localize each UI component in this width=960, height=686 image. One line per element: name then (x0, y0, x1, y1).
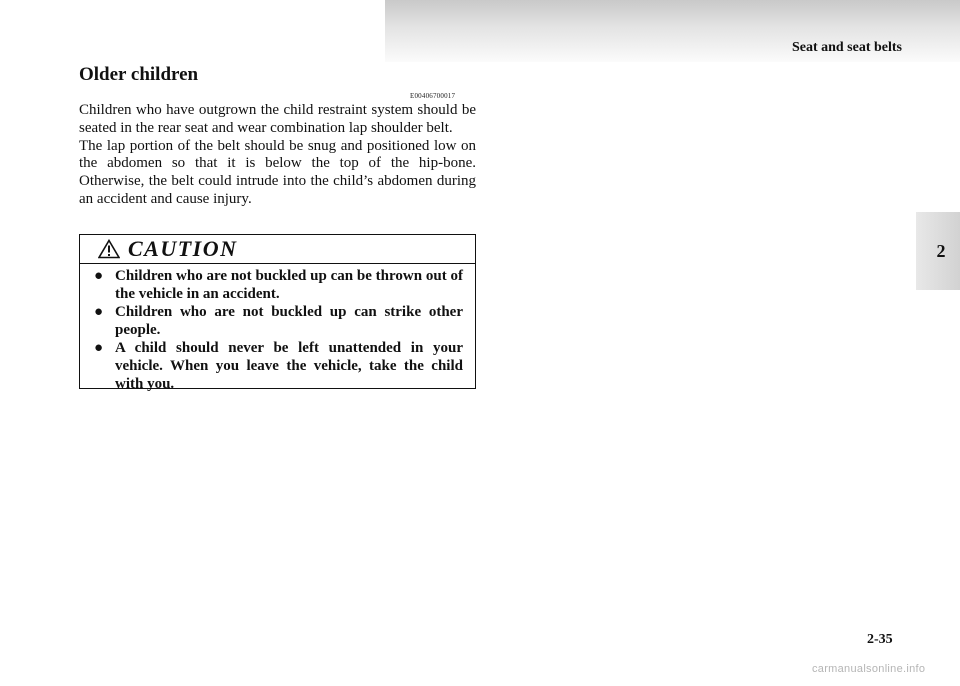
caution-item-text: A child should never be left unattended in your vehicle. When you leave the vehicle, take the child with you. (115, 340, 463, 392)
section-title: Seat and seat belts (791, 40, 902, 55)
caution-item (94, 267, 463, 303)
section-heading: Older children (79, 64, 199, 85)
paragraph: The lap portion of the belt should be snug and positioned low on the abdomen so that it is below the top of the hip-bone. Otherwise, the belt could intrude into the child’s abdomen during an accident and cause injury. (79, 137, 476, 207)
watermark: carmanualsonline.info (812, 663, 926, 675)
caution-label: CAUTION (128, 236, 238, 261)
caution-item-text: Children who are not buckled up can strike other people. (115, 304, 463, 338)
caution-item (94, 339, 463, 393)
bullet-icon: ● (94, 304, 104, 320)
caution-box (79, 234, 476, 392)
bullet-icon: ● (94, 268, 104, 284)
bullet-icon: ● (94, 340, 104, 356)
page-number: 2-35 (867, 632, 893, 647)
paragraph: Children who have outgrown the child restraint system should be seated in the rear seat and wear combination lap shoulder belt. (79, 102, 476, 136)
body-text (79, 102, 476, 209)
caution-list (80, 264, 475, 393)
chapter-tab (916, 212, 960, 290)
section-code: E00406700017 (410, 92, 456, 100)
caution-item-text: Children who are not buckled up can be thrown out of the vehicle in an accident. (115, 268, 463, 302)
warning-triangle-icon (98, 239, 120, 259)
caution-item (94, 303, 463, 339)
chapter-number: 2 (936, 240, 946, 261)
caution-header (80, 235, 475, 264)
